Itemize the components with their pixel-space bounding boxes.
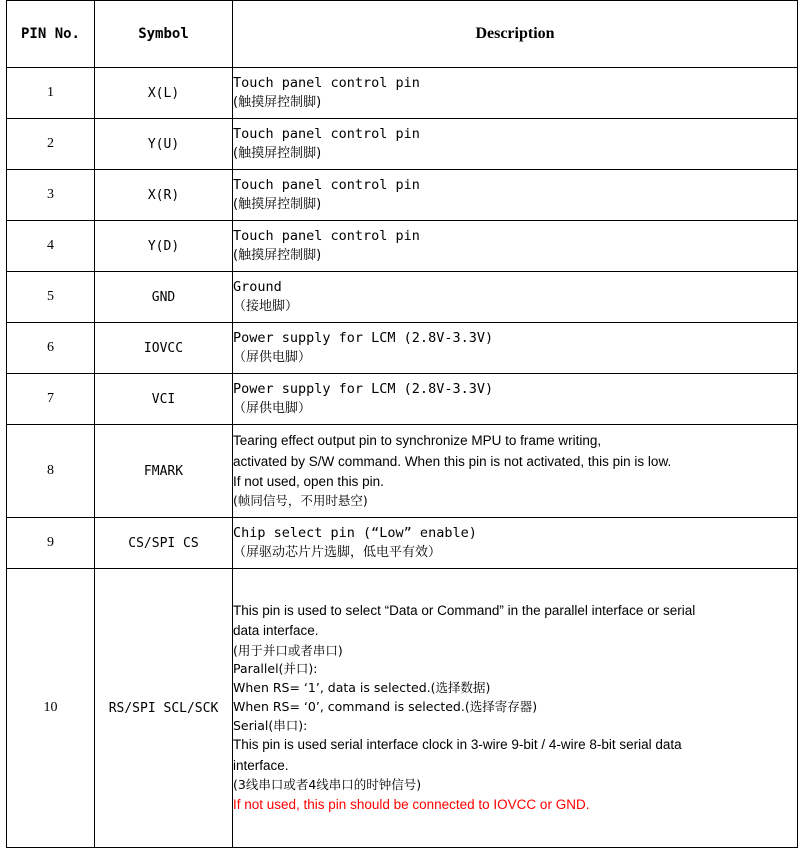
desc-line: Touch panel control pin (233, 126, 420, 143)
table-header-row (7, 1, 798, 68)
column-header-pin-no: PIN No. (7, 1, 95, 68)
desc-line: (触摸屏控制脚) (233, 146, 322, 162)
desc-line: Chip select pin (“Low” enable) (233, 525, 477, 542)
desc-line: （屏驱动芯片片选脚，低电平有效） (233, 545, 442, 561)
desc-line: Tearing effect output pin to synchronize MPU to frame writing, (233, 433, 602, 449)
desc-line: (触摸屏控制脚) (233, 95, 322, 111)
cell-pin-no: 5 (7, 272, 95, 323)
cell-pin-no: 3 (7, 170, 95, 221)
cell-description (233, 374, 798, 425)
table-row (7, 68, 798, 119)
desc-line: (3线串口或者4线串口的时钟信号) (233, 776, 422, 792)
desc-line: Parallel(并口): (233, 661, 318, 677)
cell-pin-no: 10 (7, 569, 95, 848)
cell-symbol: GND (95, 272, 233, 323)
cell-pin-no: 8 (7, 425, 95, 518)
desc-line: This pin is used serial interface clock in 3-wire 9-bit / 4-wire 8-bit serial data (233, 737, 682, 753)
cell-symbol: VCI (95, 374, 233, 425)
desc-line: Power supply for LCM (2.8V-3.3V) (233, 381, 494, 398)
desc-line: （屏供电脚） (233, 350, 312, 366)
desc-line: Touch panel control pin (233, 228, 420, 245)
desc-line: （接地脚） (233, 299, 299, 315)
cell-description (233, 518, 798, 569)
table-row (7, 170, 798, 221)
desc-line: If not used, open this pin. (233, 473, 384, 489)
table-row (7, 425, 798, 518)
desc-line: Touch panel control pin (233, 177, 420, 194)
cell-description (233, 68, 798, 119)
desc-line: data interface. (233, 623, 319, 639)
cell-description (233, 170, 798, 221)
column-header-description: Description (233, 1, 798, 68)
cell-description (233, 425, 798, 518)
cell-pin-no: 9 (7, 518, 95, 569)
cell-pin-no: 6 (7, 323, 95, 374)
cell-symbol: FMARK (95, 425, 233, 518)
pin-description-table (6, 0, 798, 848)
cell-pin-no: 4 (7, 221, 95, 272)
cell-description (233, 323, 798, 374)
desc-line: Power supply for LCM (2.8V-3.3V) (233, 330, 494, 347)
cell-symbol: X(R) (95, 170, 233, 221)
table-row (7, 272, 798, 323)
cell-description (233, 221, 798, 272)
desc-line: （屏供电脚） (233, 401, 312, 417)
cell-description (233, 272, 798, 323)
cell-symbol: Y(D) (95, 221, 233, 272)
cell-pin-no: 1 (7, 68, 95, 119)
desc-line: (帧同信号，不用时悬空) (233, 493, 368, 508)
desc-line: When RS= ‘1’, data is selected.(选择数据) (233, 680, 491, 696)
table-row (7, 374, 798, 425)
desc-line: (用于并口或者串口) (233, 642, 343, 658)
cell-symbol: X(L) (95, 68, 233, 119)
table-row (7, 518, 798, 569)
table-header (7, 1, 798, 68)
desc-line-warning: If not used, this pin should be connected to IOVCC or GND. (233, 796, 590, 812)
table-row (7, 221, 798, 272)
desc-line: activated by S/W command. When this pin is not activated, this pin is low. (233, 453, 672, 469)
cell-symbol: Y(U) (95, 119, 233, 170)
cell-pin-no: 7 (7, 374, 95, 425)
cell-symbol: RS/SPI SCL/SCK (95, 569, 233, 848)
cell-description (233, 119, 798, 170)
cell-description (233, 569, 798, 848)
cell-pin-no: 2 (7, 119, 95, 170)
desc-line: This pin is used to select “Data or Command” in the parallel interface or serial (233, 603, 696, 619)
table-body (7, 68, 798, 848)
desc-line: interface. (233, 757, 289, 773)
table-row (7, 119, 798, 170)
table-row (7, 569, 798, 848)
cell-symbol: CS/SPI CS (95, 518, 233, 569)
desc-line: Ground (233, 279, 282, 296)
desc-line: Touch panel control pin (233, 75, 420, 92)
column-header-symbol: Symbol (95, 1, 233, 68)
table-row (7, 323, 798, 374)
desc-line: (触摸屏控制脚) (233, 197, 322, 213)
desc-line: When RS= ‘0’, command is selected.(选择寄存器) (233, 698, 538, 714)
desc-line: Serial(串口): (233, 717, 308, 733)
desc-line: (触摸屏控制脚) (233, 248, 322, 264)
cell-symbol: IOVCC (95, 323, 233, 374)
